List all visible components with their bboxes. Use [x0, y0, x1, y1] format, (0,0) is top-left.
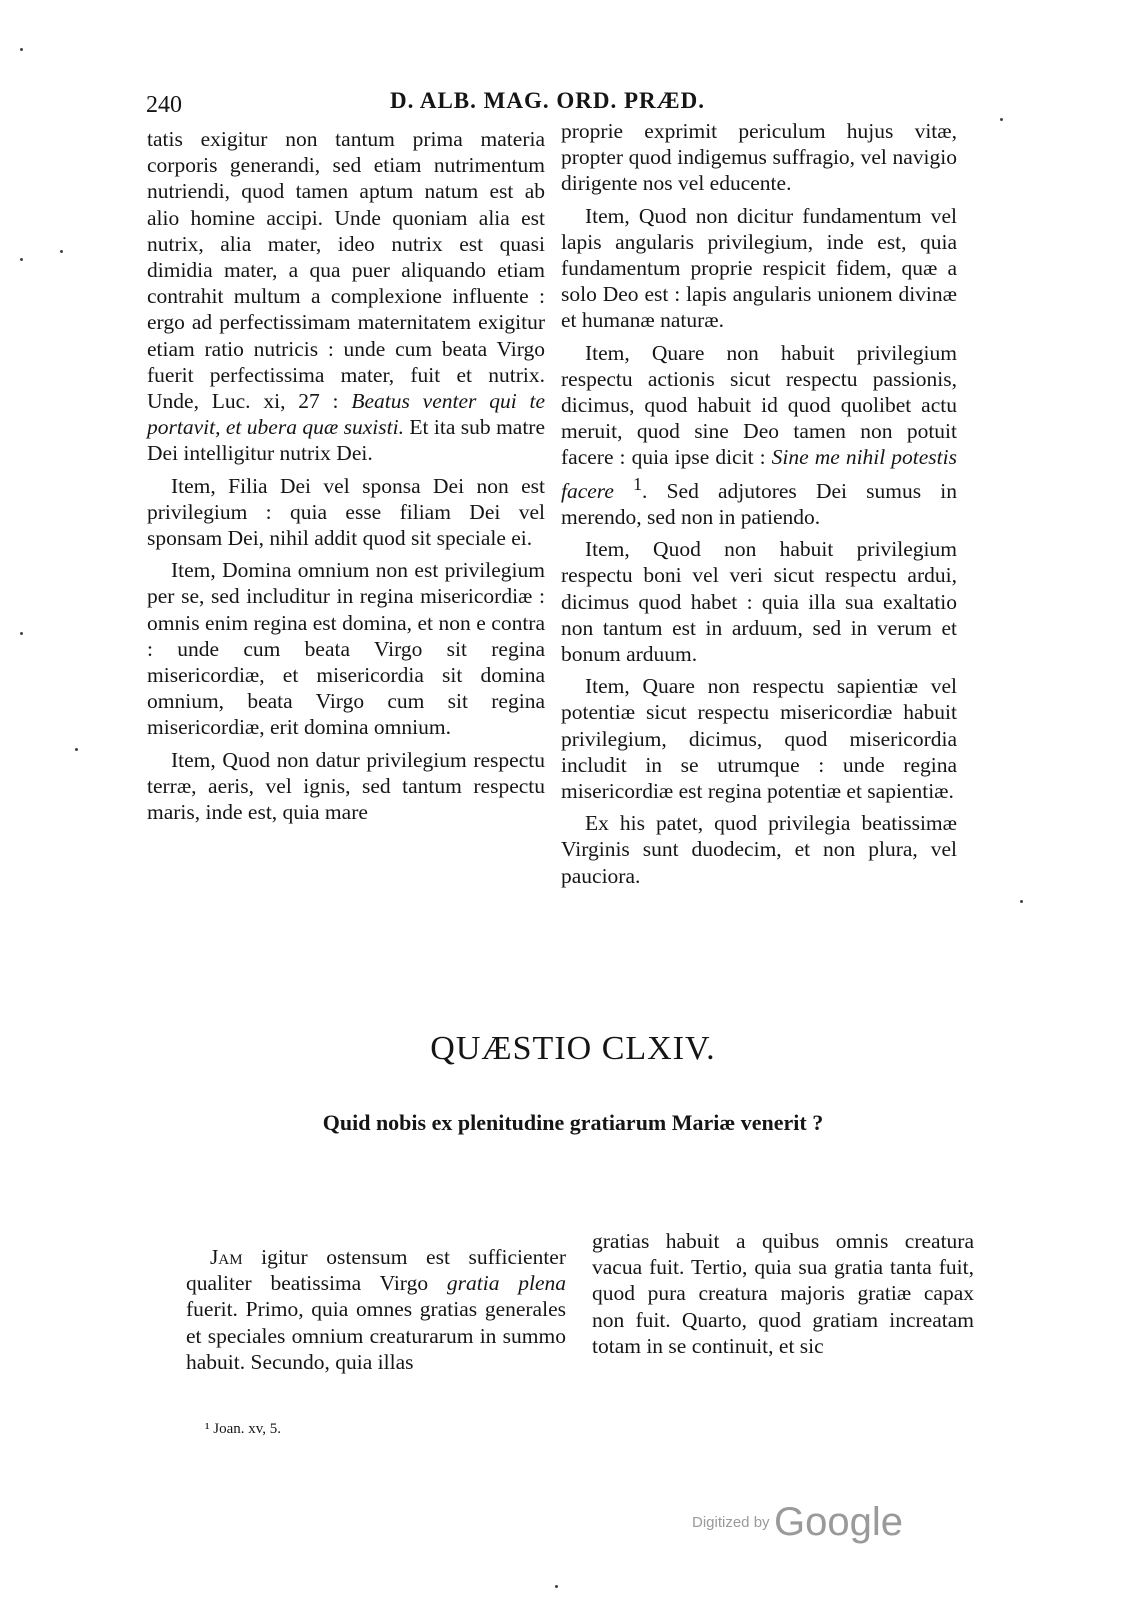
paragraph: Item, Domina omnium non est privilegium per se, sed includitur in regina misericordiæ : omnis enim regina est domina, et non e contra : unde cum beata Virgo sit regina misericordiæ, et misericordia sit domina omnium, beata Virgo cum sit regina misericordiæ, erit domina omnium.	[147, 558, 545, 740]
question-title: QUÆSTIO CLXIV.	[430, 1030, 716, 1067]
paragraph: Item, Quod non datur privilegium respectu terræ, aeris, vel ignis, sed tantum respectu maris, inde est, quia mare	[147, 747, 545, 825]
paragraph: gratias habuit a quibus omnis creatura vacua fuit. Tertio, quia sua gratia tanta fuit, quod pura creatura majoris gratiæ capax non fuit. Quarto, quod gratiam increatam totam in se continuit, et sic	[592, 1229, 974, 1358]
paragraph: Item, Quare non respectu sapientiæ vel potentiæ sicut respectu misericordiæ habuit privilegium, dicimus, quod misericordia includit in se utrumque : unde regina misericordiæ est regina potentiæ et sapientiæ.	[561, 674, 957, 804]
footnote: ¹ Joan. xv, 5.	[205, 1421, 282, 1437]
scan-speck	[1020, 900, 1023, 903]
right-column-2	[592, 1228, 974, 1359]
paragraph: proprie exprimit periculum hujus vitæ, propter quod indigemus suffragio, vel navigio dirigente nos vel educente.	[561, 119, 957, 196]
scan-speck	[75, 748, 78, 751]
right-column	[561, 118, 957, 889]
paragraph: Item, Quod non habuit privilegium respectu boni vel veri sicut respectu ardui, dicimus quod habet : quia illa sua exaltatio non tantum est in arduum, sed in verum et bonum arduum.	[561, 537, 957, 667]
question-subtitle: Quid nobis ex plenitudine gratiarum Mariæ venerit ?	[322, 1110, 824, 1135]
paragraph: Ex his patet, quod privilegia beatissimæ Virginis sunt duodecim, et non plura, vel pauciora.	[561, 811, 957, 888]
running-title: D. ALB. MAG. ORD. PRÆD.	[390, 88, 705, 113]
paragraph: Item, Filia Dei vel sponsa Dei non est privilegium : quia esse filiam Dei vel sponsam Dei, nihil addit quod sit speciale ei.	[147, 473, 545, 551]
watermark-prefix: Digitized by	[692, 1514, 770, 1531]
paragraph: Item, Quare non habuit privilegium respectu actionis sicut respectu passionis, dicimus, quod habuit id quod quolibet actu meruit, quod sine Deo tamen non potuit facere : quia ipse dicit : Sine me nihil potestis facere $^1$. Sed adjutores Dei sumus in merendo, sed non in patiendo.	[561, 340, 957, 529]
scan-speck	[20, 258, 23, 261]
scan-speck	[20, 48, 23, 51]
google-logo: Google	[774, 1500, 903, 1544]
left-column-2	[186, 1238, 566, 1375]
scan-speck	[555, 1585, 558, 1588]
page-number: 240	[146, 92, 182, 118]
paragraph: Item, Quod non dicitur fundamentum vel lapis angularis privilegium, inde est, quia fundamentum proprie respicit fidem, quæ a solo Deo est : lapis angularis unionem divinæ et humanæ naturæ.	[561, 203, 957, 333]
paragraph: Jam igitur ostensum est sufficienter qualiter beatissima Virgo gratia plena fuerit. Primo, quia omnes gratias generales et speciales omnium creaturarum in summo habuit. Secundo, quia illas	[186, 1245, 566, 1374]
scan-speck	[60, 250, 63, 253]
scan-speck	[1000, 118, 1003, 121]
digitized-watermark	[692, 1500, 903, 1545]
left-column	[147, 126, 545, 825]
scan-speck	[20, 632, 23, 635]
paragraph: tatis exigitur non tantum prima materia corporis generandi, sed etiam nutrimentum nutriendi, quod tamen aptum natum est ab alio homine accipi. Unde quoniam alia est nutrix, alia mater, ideo nutrix est quasi dimidia mater, a qua puer aliquando etiam contrahit multum a complexione influente : ergo ad perfectissimam maternitatem exigitur etiam ratio nutricis : unde cum beata Virgo fuerit perfectissima mater, fuit et nutrix. Unde, Luc. xi, 27 : Beatus venter qui te portavit, et ubera quæ suxisti. Et ita sub matre Dei intelligitur nutrix Dei.	[147, 127, 546, 466]
